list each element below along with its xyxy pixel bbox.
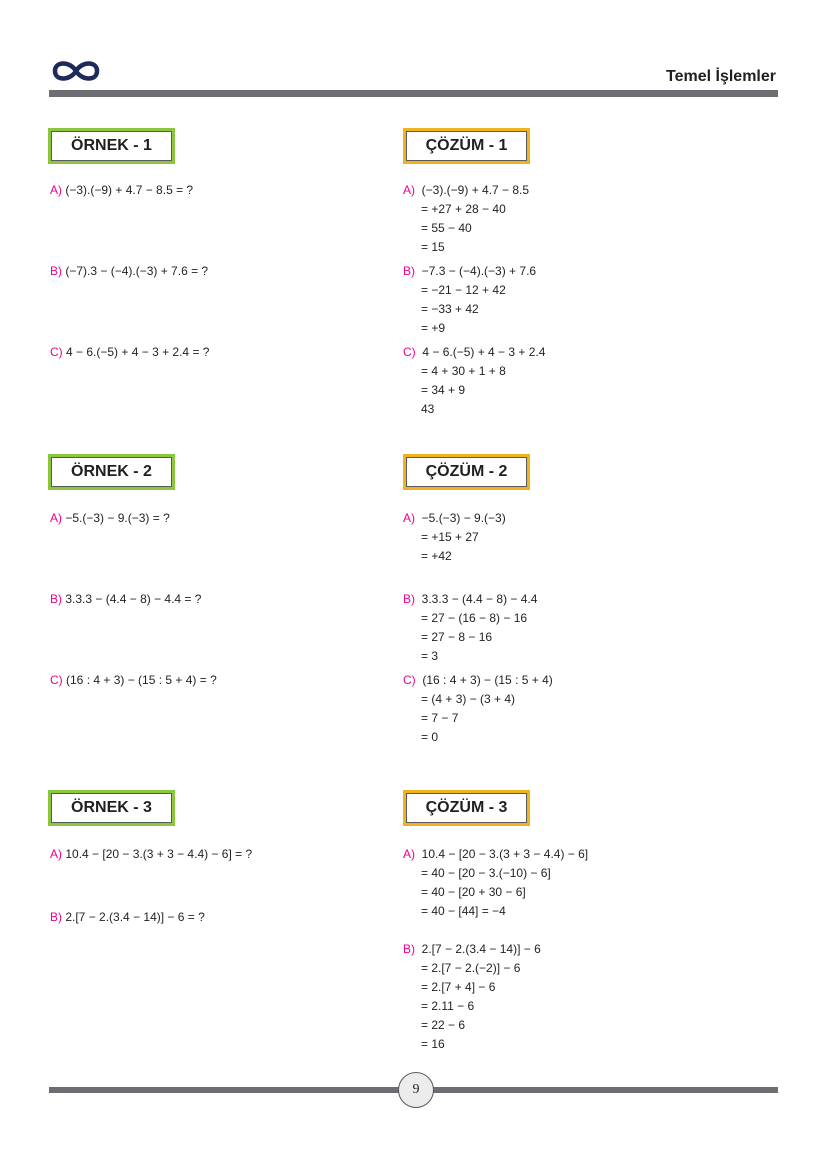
- solution-tag: A): [403, 183, 415, 197]
- ornek-2-label: ÖRNEK - 2: [51, 457, 172, 487]
- solution-line: = 55 − 40: [421, 221, 472, 235]
- solution-tag: A): [403, 847, 415, 861]
- solution-line: = +15 + 27: [421, 530, 479, 544]
- ornek-1-b: [50, 264, 208, 278]
- solution-tag: A): [403, 511, 415, 525]
- question-text: (16 : 4 + 3) − (15 : 5 + 4) = ?: [66, 673, 217, 687]
- ornek-1-c: [50, 345, 209, 359]
- ornek-3-a: [50, 847, 252, 861]
- cozum-1-b: [403, 264, 536, 278]
- solution-line: = 40 − [44] = −4: [421, 904, 506, 918]
- solution-line: = −21 − 12 + 42: [421, 283, 506, 297]
- question-text: 2.[7 − 2.(3.4 − 14)] − 6 = ?: [65, 910, 205, 924]
- footer-divider-left: [49, 1087, 401, 1093]
- solution-line: = 0: [421, 730, 439, 744]
- question-text: (−3).(−9) + 4.7 − 8.5 = ?: [65, 183, 194, 197]
- solution-line: = 34 + 9: [421, 383, 466, 397]
- solution-line: = 27 − 8 − 16: [421, 630, 493, 644]
- cozum-2-label: ÇÖZÜM - 2: [406, 457, 527, 487]
- ornek-2-c: [50, 673, 217, 687]
- footer-divider-right: [433, 1087, 778, 1093]
- question-tag: C): [50, 673, 63, 687]
- solution-line: = 27 − (16 − 8) − 16: [421, 611, 528, 625]
- solution-line: 4 − 6.(−5) + 4 − 3 + 2.4: [422, 345, 546, 359]
- page-header-title: Temel İşlemler: [666, 68, 776, 85]
- cozum-3-label: ÇÖZÜM - 3: [406, 793, 527, 823]
- solution-line: = 40 − [20 − 3.(−10) − 6]: [421, 866, 551, 880]
- solution-tag: C): [403, 673, 416, 687]
- solution-line: (−3).(−9) + 4.7 − 8.5: [421, 183, 530, 197]
- cozum-3-a: [403, 847, 588, 861]
- question-text: 4 − 6.(−5) + 4 − 3 + 2.4 = ?: [66, 345, 210, 359]
- solution-line: = 2.[7 − 2.(−2)] − 6: [421, 961, 521, 975]
- ornek-2-b: [50, 592, 201, 606]
- solution-line: −7.3 − (−4).(−3) + 7.6: [421, 264, 537, 278]
- question-tag: C): [50, 345, 63, 359]
- cozum-2-c: [403, 673, 553, 687]
- question-tag: A): [50, 511, 62, 525]
- question-text: (−7).3 − (−4).(−3) + 7.6 = ?: [65, 264, 209, 278]
- question-tag: A): [50, 847, 62, 861]
- solution-line: = 22 − 6: [421, 1018, 466, 1032]
- solution-line: = 16: [421, 1037, 445, 1051]
- ornek-1-label: ÖRNEK - 1: [51, 131, 172, 161]
- solution-line: = +9: [421, 321, 446, 335]
- question-text: 3.3.3 − (4.4 − 8) − 4.4 = ?: [65, 592, 202, 606]
- cozum-3-b: [403, 942, 541, 956]
- question-text: 10.4 − [20 − 3.(3 + 3 − 4.4) − 6] = ?: [65, 847, 253, 861]
- solution-line: = 2.[7 + 4] − 6: [421, 980, 496, 994]
- header-divider: [49, 90, 778, 97]
- solution-tag: B): [403, 592, 415, 606]
- solution-line: = 15: [421, 240, 445, 254]
- solution-line: = 7 − 7: [421, 711, 459, 725]
- ornek-3-label: ÖRNEK - 3: [51, 793, 172, 823]
- solution-line: 43: [421, 402, 435, 416]
- question-tag: B): [50, 910, 62, 924]
- solution-line: = 2.11 − 6: [421, 999, 475, 1013]
- solution-line: (16 : 4 + 3) − (15 : 5 + 4): [422, 673, 553, 687]
- question-tag: B): [50, 592, 62, 606]
- solution-line: = 3: [421, 649, 439, 663]
- solution-line: = (4 + 3) − (3 + 4): [421, 692, 516, 706]
- solution-line: = 40 − [20 + 30 − 6]: [421, 885, 526, 899]
- page-number: 9: [398, 1072, 434, 1108]
- solution-line: 3.3.3 − (4.4 − 8) − 4.4: [421, 592, 538, 606]
- cozum-1-a: [403, 183, 529, 197]
- infinity-icon: [49, 57, 103, 85]
- ornek-2-a: [50, 511, 170, 525]
- solution-line: 2.[7 − 2.(3.4 − 14)] − 6: [421, 942, 541, 956]
- cozum-2-b: [403, 592, 537, 606]
- solution-line: 10.4 − [20 − 3.(3 + 3 − 4.4) − 6]: [421, 847, 589, 861]
- solution-line: = 4 + 30 + 1 + 8: [421, 364, 506, 378]
- solution-line: −5.(−3) − 9.(−3): [421, 511, 506, 525]
- solution-tag: B): [403, 264, 415, 278]
- question-tag: B): [50, 264, 62, 278]
- cozum-1-c: [403, 345, 545, 359]
- question-text: −5.(−3) − 9.(−3) = ?: [65, 511, 170, 525]
- cozum-2-a: [403, 511, 506, 525]
- ornek-3-b: [50, 910, 205, 924]
- solution-tag: B): [403, 942, 415, 956]
- solution-line: = +27 + 28 − 40: [421, 202, 506, 216]
- solution-line: = +42: [421, 549, 452, 563]
- solution-line: = −33 + 42: [421, 302, 479, 316]
- cozum-1-label: ÇÖZÜM - 1: [406, 131, 527, 161]
- question-tag: A): [50, 183, 62, 197]
- ornek-1-a: [50, 183, 193, 197]
- solution-tag: C): [403, 345, 416, 359]
